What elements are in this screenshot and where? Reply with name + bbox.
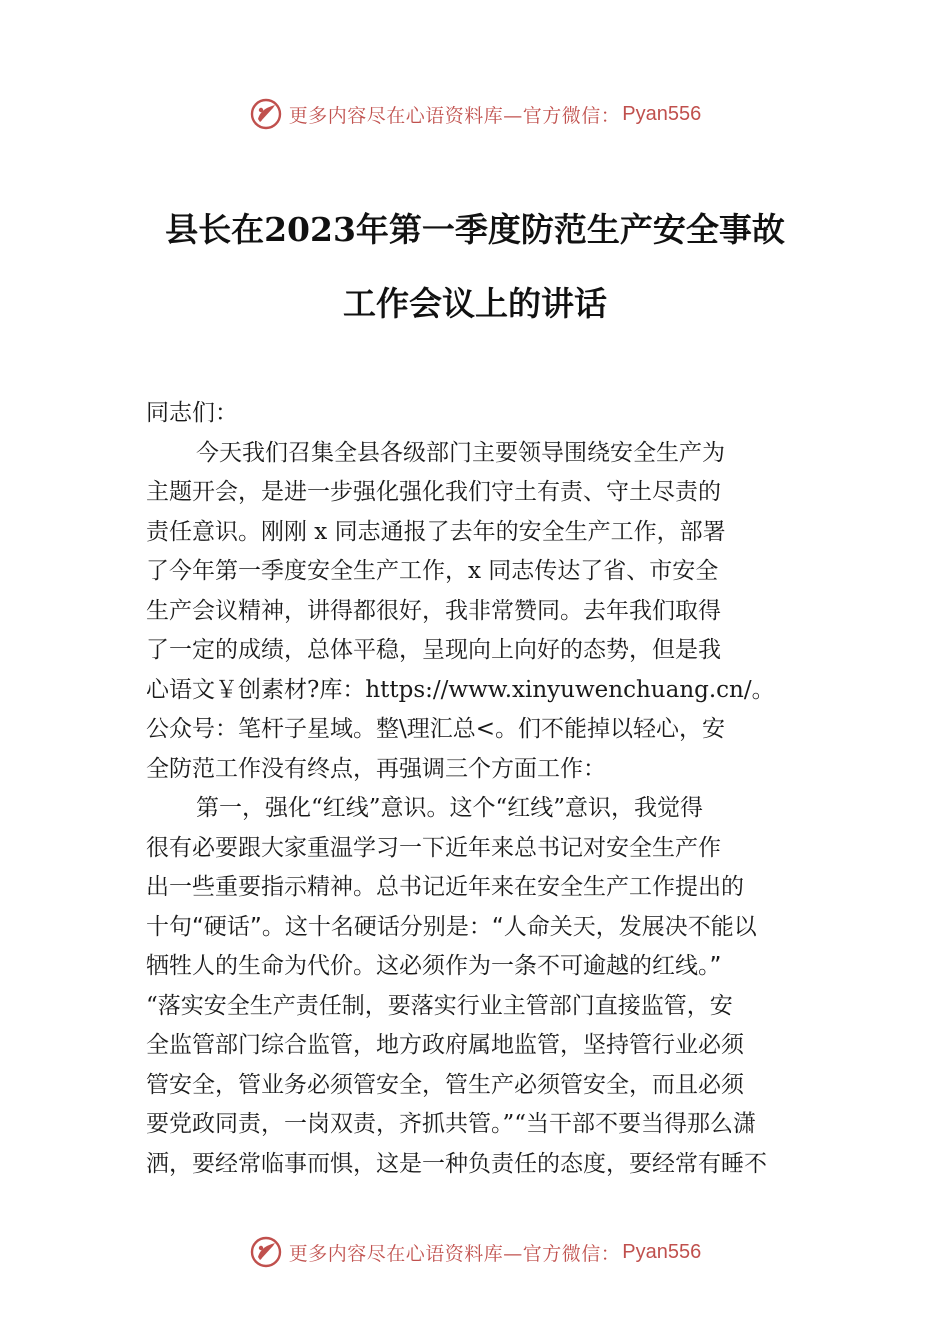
body-line: 全防范工作没有终点，再强调三个方面工作： <box>146 755 606 782</box>
footer-banner-id: Pyan556 <box>622 1240 702 1263</box>
body-line: 主题开会，是进一步强化强化我们守土有责、守土尽责的 <box>146 479 721 505</box>
document-body <box>146 394 818 1184</box>
header-banner <box>0 94 950 134</box>
body-line: 十句“硬话”。这十名硬话分别是：“人命关天，发展决不能以 <box>146 913 757 940</box>
body-line: 责任意识。刚刚 x 同志通报了去年的安全生产工作，部署 <box>146 518 726 545</box>
body-line: 很有必要跟大家重温学习一下近年来总书记对安全生产作 <box>146 834 721 861</box>
body-line: 第一，强化“红线”意识。这个“红线”意识，我觉得 <box>196 795 704 821</box>
body-line: 要党政同责，一岗双责，齐抓共管。”“当干部不要当得那么潇 <box>146 1111 757 1137</box>
body-line: 公众号：笔杆子星域。整\理汇总<。们不能掉以轻心，安 <box>146 716 726 742</box>
document-title-line-1: 县长在2023年第一季度防范生产安全事故 <box>165 210 785 249</box>
brand-logo-icon <box>249 1235 283 1269</box>
body-line: 出一些重要指示精神。总书记近年来在安全生产工作提出的 <box>146 874 744 900</box>
salutation: 同志们： <box>146 400 238 426</box>
body-line: 了一定的成绩，总体平稳，呈现向上向好的态势，但是我 <box>146 637 721 663</box>
body-line: 全监管部门综合监管，地方政府属地监管，坚持管行业必须 <box>146 1032 744 1058</box>
footer-banner-text: 更多内容尽在心语资料库—官方微信： <box>288 1242 621 1265</box>
body-line: “落实安全生产责任制，要落实行业主管部门直接监管，安 <box>146 992 733 1019</box>
footer-banner <box>0 1232 950 1272</box>
header-banner-id: Pyan556 <box>622 102 702 125</box>
body-line: 管安全，管业务必须管安全，管生产必须管安全，而且必须 <box>146 1071 744 1098</box>
header-banner-text: 更多内容尽在心语资料库—官方微信： <box>288 104 621 127</box>
body-line: 洒，要经常临事而惧，这是一种负责任的态度，要经常有睡不 <box>146 1150 767 1177</box>
body-line: 牺牲人的生命为代价。这必须作为一条不可逾越的红线。” <box>146 953 722 979</box>
body-line-url: 心语文￥创素材?库：https://www.xinyuwenchuang.cn/。 <box>146 676 775 703</box>
body-line: 生产会议精神，讲得都很好，我非常赞同。去年我们取得 <box>146 597 721 624</box>
document-title-line-2: 工作会议上的讲话 <box>343 284 607 323</box>
brand-logo-icon <box>249 97 283 131</box>
body-line: 今天我们召集全县各级部门主要领导围绕安全生产为 <box>196 439 725 466</box>
body-line: 了今年第一季度安全生产工作，x 同志传达了省、市安全 <box>146 558 719 584</box>
